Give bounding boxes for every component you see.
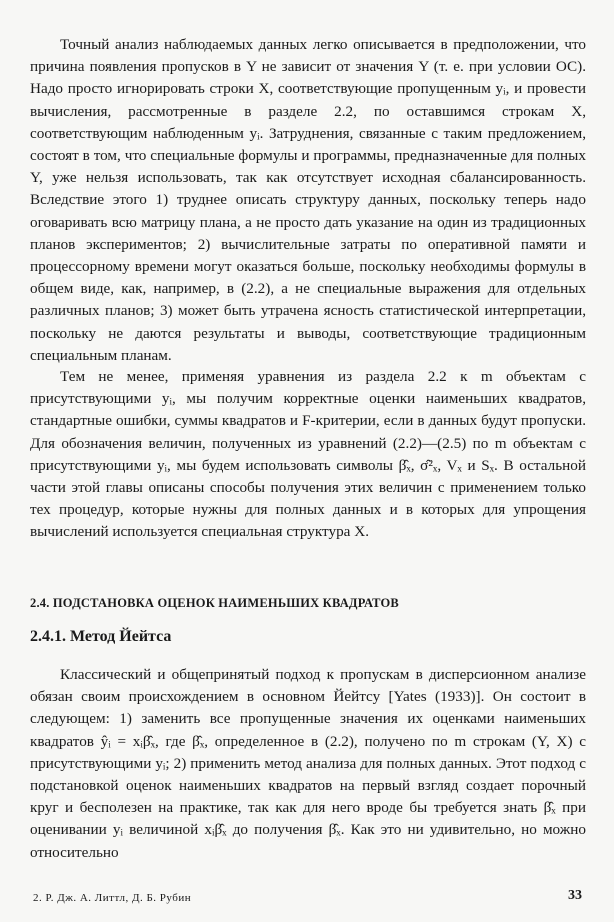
paragraph-block-2 — [30, 366, 586, 544]
page-number: 33 — [568, 888, 582, 903]
section-heading: 2.4. ПОДСТАНОВКА ОЦЕНОК НАИМЕНЬШИХ КВАДРАТОВ — [30, 596, 399, 610]
paragraph-block-1 — [30, 34, 586, 367]
footer-signature: 2. Р. Дж. А. Литтл, Д. Б. Рубин — [33, 892, 192, 904]
paragraph-1: Точный анализ наблюдаемых данных легко описывается в предположении, что причина появления пропусков в Y не зависит от значения Y (т. е. при условии ОС). Надо просто игнорировать строки X, соответствующие пропущенным yᵢ, и провести вычисления, рассмотренные в разделе 2.2, по оставшимся строкам X, соответствующим наблюденным yᵢ. Затруднения, связанные с таким предложением, состоят в том, что специальные формулы и программы, предназначенные для полных Y, уже нельзя использовать, так как отсутствует исходная сбалансированность. Вследствие этого 1) труднее описать структуру данных, поскольку теперь надо оговаривать всю матрицу плана, а не просто дать указание на один из традиционных планов экспериментов; 2) вычислительные затраты по оперативной памяти и процессорному времени могут оказаться больше, поскольку необходимы формулы в общем виде, как, например, в (2.2), а не специальные выражения для отдельных различных планов; 3) может быть утрачена ясность статистической интерпретации, поскольку не даются результаты и выводы, соответствующие традиционным специальным планам. — [30, 36, 586, 364]
subsection-heading: 2.4.1. Метод Йейтса — [30, 628, 172, 645]
paragraph-3: Классический и общепринятый подход к пропускам в дисперсионном анализе обязан своим происхождением в основном Йейтсу [Yates (1933)]. Он состоит в следующем: 1) заменить все пропущенные значения их оценками наименьших квадратов ŷᵢ = xᵢβ̂ₓ, где β̂ₓ, определенное в (2.2), получено по m строкам (Y, X) с присутствующими yᵢ; 2) применить метод анализа для полных данных. Этот подход с подстановкой оценок наименьших квадратов на первый взгляд создает порочный круг и бесполезен на практике, так как для него вроде бы требуется знать β̂ₓ при оценивании yᵢ величиной xᵢβ̂ₓ до получения β̂ₓ. Как это ни удивительно, но можно относительно — [30, 666, 586, 861]
paragraph-2: Тем не менее, применяя уравнения из раздела 2.2 к m объектам с присутствующими yᵢ, мы получим корректные оценки наименьших квадратов, стандартные ошибки, суммы квадратов и F-критерии, если в данных будут пропуски. Для обозначения величин, полученных из уравнений (2.2)—(2.5) по m объектам с присутствующими yᵢ, мы будем использовать символы β̂ₓ, σ̂²ₓ, Vₓ и Sₓ. В остальной части этой главы описаны способы получения этих величин с применением только тех процедур, которые нужны для полных данных и в которых для упрощения вычислений используется специальная структура X. — [30, 368, 586, 541]
paragraph-block-3 — [30, 664, 586, 864]
